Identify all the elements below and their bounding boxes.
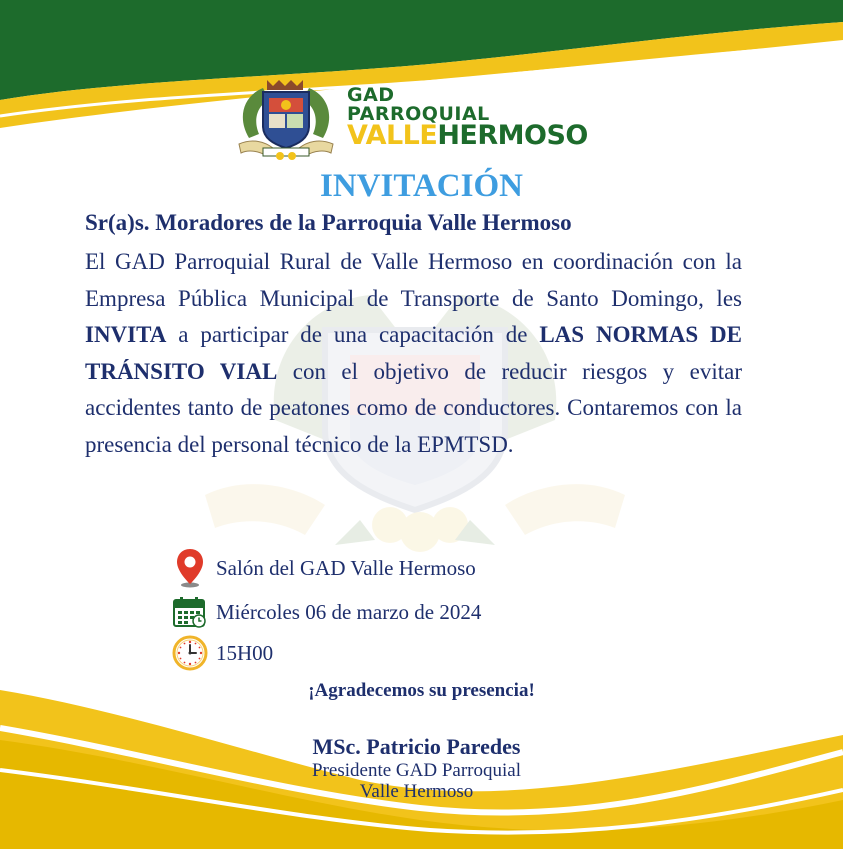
addressee-name: Moradores de la Parroquia Valle Hermoso: [155, 210, 572, 235]
detail-date: [172, 592, 481, 632]
addressee-prefix: Sr(a)s.: [85, 210, 150, 235]
clock-icon: [172, 633, 208, 673]
date-text: Miércoles 06 de marzo de 2024: [216, 599, 482, 624]
invitation-body: [85, 244, 742, 463]
signature-role-line1: Presidente GAD Parroquial: [312, 760, 521, 781]
time-text: 15H00: [216, 640, 274, 665]
closing-text: ¡Agradecemos su presencia!: [308, 680, 535, 701]
calendar-icon: [172, 592, 208, 632]
logo-text-valle: VALLE: [347, 120, 438, 151]
invitation-title: INVITACIÓN: [320, 168, 523, 204]
detail-time: [172, 633, 273, 673]
logo-text-hermoso: HERMOSO: [437, 120, 588, 151]
signature-role-line2: Valle Hermoso: [359, 781, 474, 802]
logo-text-name: [347, 122, 588, 149]
location-pin-icon: [172, 548, 208, 588]
location-text: Salón del GAD Valle Hermoso: [216, 555, 476, 580]
signature-name: MSc. Patricio Paredes: [312, 734, 521, 759]
detail-location: [172, 548, 476, 588]
parish-crest-icon: [233, 78, 339, 162]
body-text-1: El GAD Parroquial Rural de Valle Hermoso en coordinación con la Empresa Pública Municipal de Transporte de Santo Domingo, les: [85, 249, 742, 311]
addressee-line: [85, 208, 745, 238]
gad-logo: [233, 78, 613, 162]
logo-text-gad: GAD: [347, 84, 395, 106]
body-invita: INVITA: [85, 322, 167, 347]
body-text-5: con el objetivo de reducir riesgos y evitar accidentes tanto de peatones como de conductores. Contaremos con la presencia del personal técnico de la EPMTSD.: [85, 358, 742, 457]
body-text-3: a participar de una capacitación de: [166, 322, 540, 347]
logo-text-parroquial: PARROQUIAL: [347, 103, 490, 125]
body-topic: LAS NORMAS DE TRÁNSITO VIAL: [85, 322, 742, 384]
